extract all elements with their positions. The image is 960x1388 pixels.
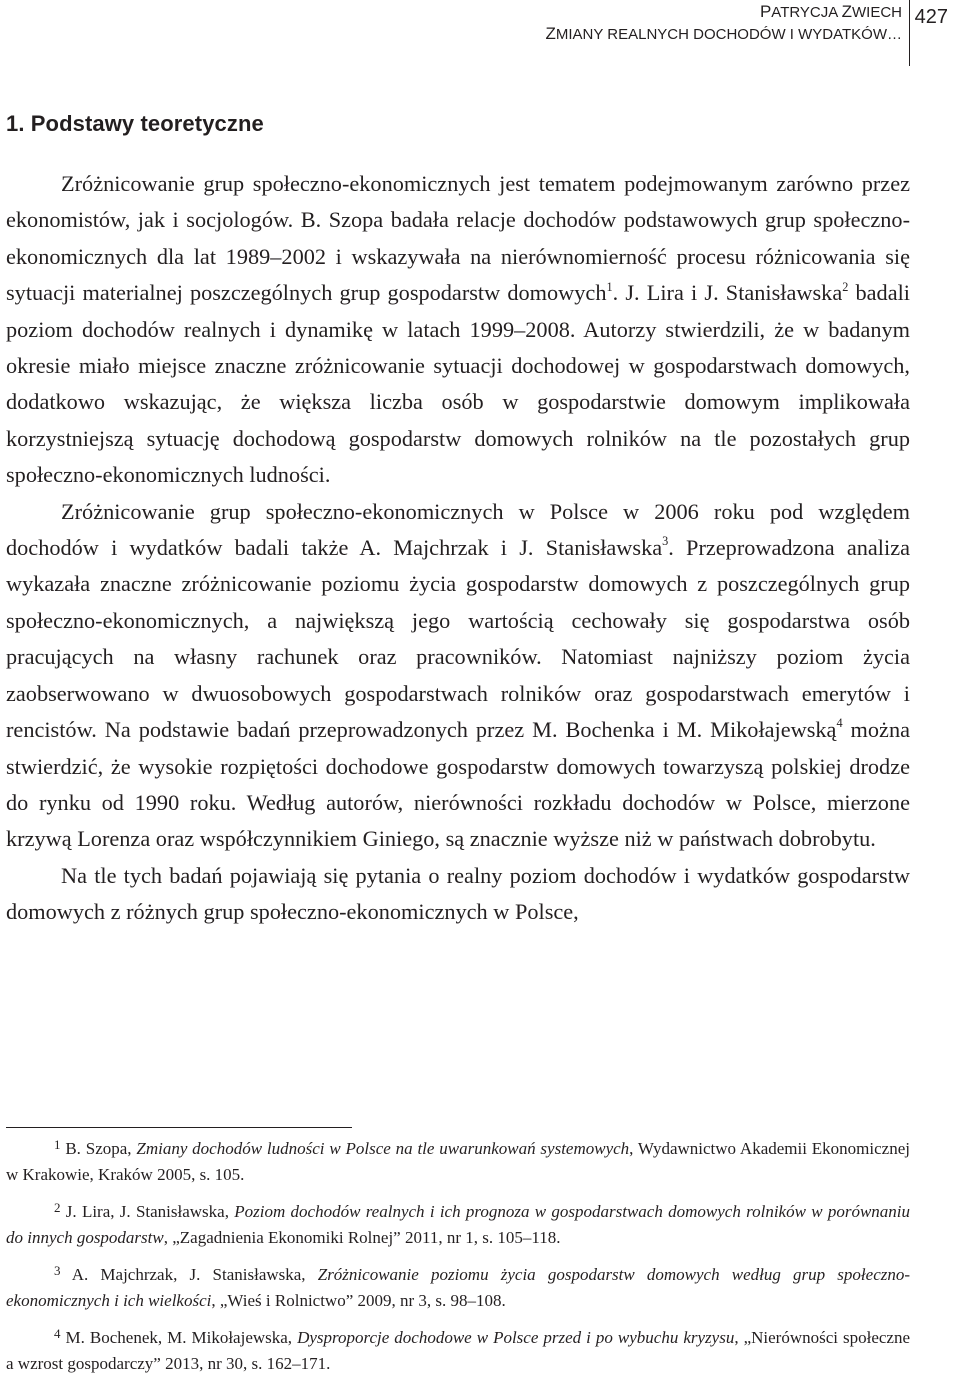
body-text <box>6 166 910 931</box>
footnote-2: 2 J. Lira, J. Stanisławska, Poziom dochodów realnych i ich prognoza w gospodarstwach domowych rolników w porównaniu do innych gospodarstw, „Zagadnienia Ekonomiki Rolnej” 2011, nr 1, s. 105–118. <box>6 1200 911 1247</box>
footnote-4: 4 M. Bochenek, M. Mikołajewska, Dysproporcje dochodowe w Polsce przed i po wybuchu kryzysu, „Nierówności społeczne a wzrost gospodarczy” 2013, nr 30, s. 162–171. <box>6 1326 911 1373</box>
footnote-ref-2[interactable]: 2 <box>842 279 849 294</box>
footnote-1: 1 B. Szopa, Zmiany dochodów ludności w Polsce na tle uwarunkowań systemowych, Wydawnictwo Akademii Ekonomicznej w Krakowie, Kraków 2005, s. 105. <box>6 1137 910 1184</box>
footnote-divider <box>6 1127 352 1128</box>
paragraph-3: Na tle tych badań pojawiają się pytania o realny poziom dochodów i wydatków gospodarstw domowych z różnych grup społeczno-ekonomicznych w Polsce, <box>6 862 910 925</box>
header-divider <box>909 0 910 66</box>
footnote-ref-4[interactable]: 4 <box>836 716 843 731</box>
header-article-title: ZMIANY REALNYCH DOCHODÓW I WYDATKÓW… <box>545 24 902 43</box>
footnotes <box>6 1136 910 1388</box>
running-header <box>540 0 960 68</box>
header-author: PATRYCJA ZWIECH <box>759 2 902 21</box>
paragraph-1: Zróżnicowanie grup społeczno-ekonomicznych jest tematem podejmowanym zarówno przez ekonomistów, jak i socjologów. B. Szopa badała relacje dochodów podstawowych grup społeczno-ekonomicznych dla lat 1989–2002 i wskazywała na nierównomierność procesu różnicowania się sytuacji materialnej poszczególnych grup gospodarstw domowych$^1$. J. Lira i J. Stanisławska$^2$ badali poziom dochodów realnych i dynamikę w latach 1999–2008. Autorzy stwierdzili, że w badanym okresie miało miejsce znaczne zróżnicowanie sytuacji dochodowej w gospodarstwach domowych, dodatkowo wskazując, że większa liczba osób w gospodarstwie domowym implikowała korzystniejszą sytuację dochodową gospodarstw domowych rolników na tle pozostałych grup społeczno-ekonomicznych ludności. <box>6 171 910 488</box>
footnote-3: 3 A. Majchrzak, J. Stanisławska, Zróżnicowanie poziomu życia gospodarstw domowych według grup społeczno-ekonomicznych i ich wielkości, „Wieś i Rolnictwo” 2009, nr 3, s. 98–108. <box>6 1263 911 1310</box>
footnote-ref-3[interactable]: 3 <box>662 534 669 549</box>
paragraph-2: Zróżnicowanie grup społeczno-ekonomicznych w Polsce w 2006 roku pod względem dochodów i wydatków badali także A. Majchrzak i J. Stanisławska$^3$. Przeprowadzona analiza wykazała znaczne zróżnicowanie poziomu życia gospodarstw domowych z poszczególnych grup społeczno-ekonomicznych, a największą jego wartością cechowały się gospodarstwa osób pracujących na własny rachunek oraz pracowników. Natomiast najniższy poziom życia zaobserwowano w dwuosobowych gospodarstwach rolników oraz gospodarstwach emerytów i rencistów. Na podstawie badań przeprowadzonych przez M. Bochenka i M. Mikołajewską$^4$ można stwierdzić, że wysokie rozpiętości dochodowe gospodarstw domowych towarzyszą polskiej drodze do rynku od 1990 roku. Według autorów, nierówności rozkładu dochodów w Polsce, mierzone krzywą Lorenza oraz współczynnikiem Giniego, są znacznie wyższe niż w państwach dobrobytu. <box>6 498 910 852</box>
section-heading: 1. Podstawy teoretyczne <box>6 111 264 136</box>
page-number: 427 <box>914 6 948 28</box>
footnote-ref-1[interactable]: 1 <box>606 279 613 294</box>
